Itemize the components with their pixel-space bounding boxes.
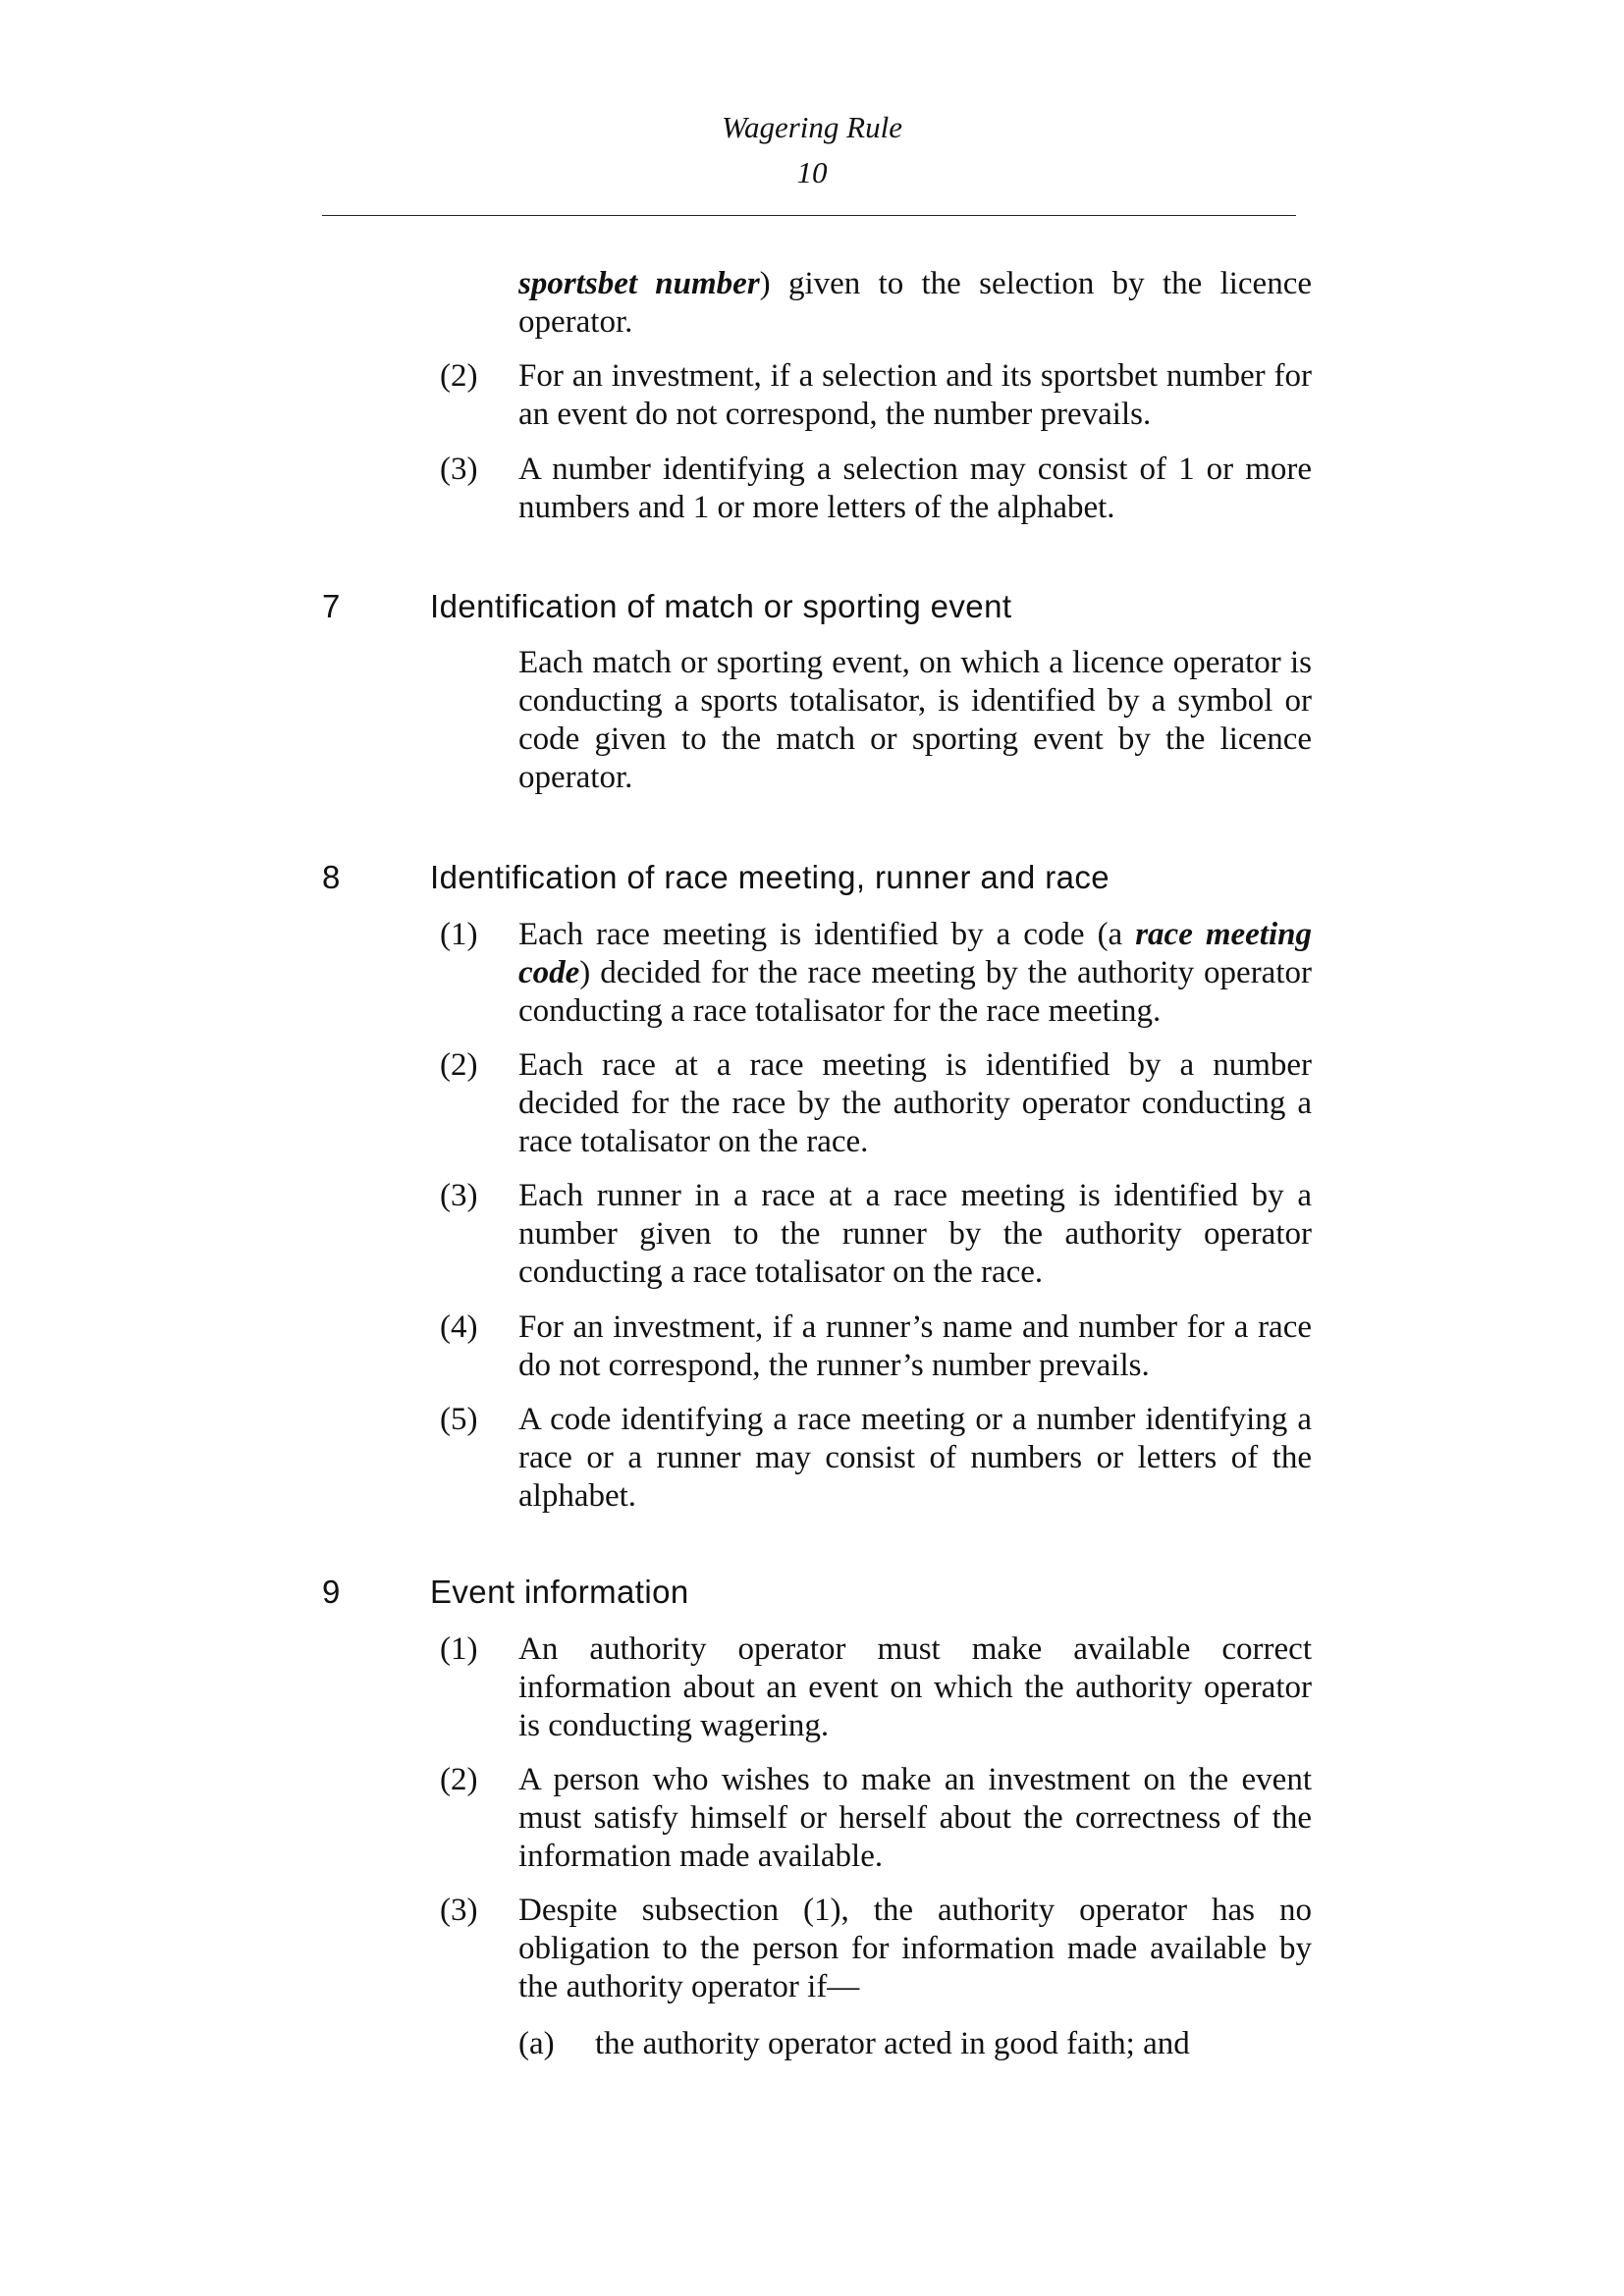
- running-header-title: Wagering Rule: [722, 110, 902, 144]
- subsection-text: For an investment, if a selection and its sportsbet number for an event do not correspond, the number prevails.: [518, 358, 1312, 432]
- section-number: 9: [322, 1574, 341, 1610]
- page-number: 10: [796, 155, 828, 189]
- subsection-text: A number identifying a selection may consist of 1 or more numbers and 1 or more letters of the alphabet.: [518, 452, 1312, 525]
- defined-term: sportsbet number: [518, 266, 760, 301]
- header-rule: [322, 215, 1296, 216]
- section-heading: Identification of race meeting, runner and race: [430, 859, 1110, 895]
- continuation-text: ) given to the selection by the licence operator.: [518, 266, 1312, 340]
- subsection-text: Despite subsection (1), the authority operator has no obligation to the person for information made available by the authority operator if—: [518, 1893, 1312, 2004]
- subsection-number: (3): [440, 452, 478, 487]
- subsection-number: (2): [440, 1762, 478, 1797]
- subsection-text: Each runner in a race at a race meeting is identified by a number given to the runner by the authority operator conducting a race totalisator on the race.: [518, 1178, 1312, 1290]
- subsection-text: A code identifying a race meeting or a number identifying a race or a runner may consist of numbers or letters of the alphabet.: [518, 1402, 1312, 1514]
- subsection-number: (2): [440, 358, 478, 394]
- continuation-paragraph: [518, 265, 1312, 342]
- subsection-number: (1): [440, 917, 478, 952]
- subsection-number: (3): [440, 1178, 478, 1213]
- subsection-text: An authority operator must make available correct information about an event on which the authority operator is conducting wagering.: [518, 1631, 1312, 1743]
- subsection-text: A person who wishes to make an investment on the event must satisfy himself or herself about the correctness of the information made available.: [518, 1762, 1312, 1874]
- section-number: 7: [322, 588, 341, 624]
- subsection-text: [518, 916, 1312, 1031]
- subsection-number: (4): [440, 1309, 478, 1345]
- subsection-number: (1): [440, 1631, 478, 1667]
- defined-term: race meeting code: [518, 917, 1312, 990]
- paragraph-label: (a): [518, 2026, 555, 2061]
- subsection-number: (2): [440, 1047, 478, 1083]
- paragraph-text: the authority operator acted in good faith; and: [595, 2026, 1190, 2061]
- subsection-text: For an investment, if a runner’s name and number for a race do not correspond, the runner’s number prevails.: [518, 1309, 1312, 1383]
- subsection-text-part: ) decided for the race meeting by the authority operator conducting a race totalisator for the race meeting.: [518, 955, 1312, 1029]
- section-body: Each match or sporting event, on which a licence operator is conducting a sports totalisator, is identified by a symbol or code given to the match or sporting event by the licence operator.: [518, 645, 1312, 795]
- subsection-number: (3): [440, 1893, 478, 1928]
- subsection-number: (5): [440, 1402, 478, 1437]
- subsection-text: Each race at a race meeting is identified by a number decided for the race by the authority operator conducting a race totalisator on the race.: [518, 1047, 1312, 1159]
- subsection-text-part: Each race meeting is identified by a code (a: [518, 917, 1136, 952]
- section-heading: Identification of match or sporting event: [430, 588, 1012, 624]
- section-number: 8: [322, 859, 341, 895]
- section-heading: Event information: [430, 1574, 689, 1610]
